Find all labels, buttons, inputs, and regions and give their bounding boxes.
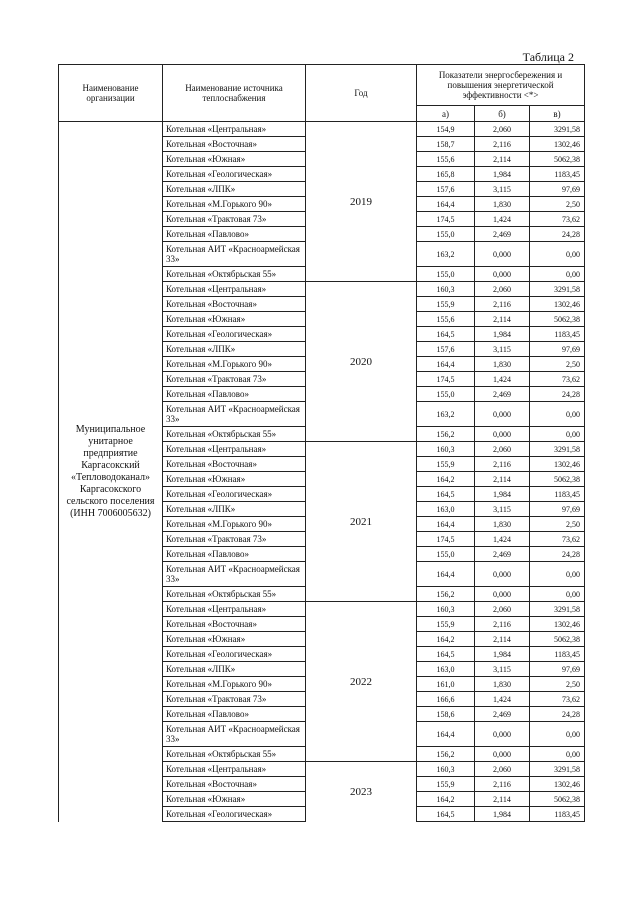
indicator-b-cell: 1,424	[475, 372, 530, 387]
indicator-a-cell: 156,2	[417, 747, 475, 762]
indicator-c-cell: 73,62	[530, 212, 585, 227]
indicator-b-cell: 2,116	[475, 617, 530, 632]
indicator-c-cell: 1302,46	[530, 297, 585, 312]
indicator-a-cell: 155,9	[417, 457, 475, 472]
indicator-a-cell: 164,2	[417, 632, 475, 647]
indicator-b-cell: 2,114	[475, 312, 530, 327]
header-col-b: б)	[475, 106, 530, 122]
heat-source-cell: Котельная АИТ «Красноармейская 33»	[163, 562, 306, 587]
indicator-b-cell: 2,114	[475, 632, 530, 647]
indicator-b-cell: 2,060	[475, 602, 530, 617]
header-year: Год	[306, 65, 417, 122]
indicator-b-cell: 0,000	[475, 427, 530, 442]
indicator-b-cell: 1,830	[475, 357, 530, 372]
heat-source-cell: Котельная «Центральная»	[163, 602, 306, 617]
heat-source-cell: Котельная «Октябрьская 55»	[163, 587, 306, 602]
indicator-c-cell: 24,28	[530, 387, 585, 402]
heat-source-cell: Котельная «Геологическая»	[163, 487, 306, 502]
indicator-c-cell: 24,28	[530, 707, 585, 722]
indicator-a-cell: 164,4	[417, 722, 475, 747]
indicator-c-cell: 73,62	[530, 532, 585, 547]
indicator-b-cell: 3,115	[475, 342, 530, 357]
indicator-b-cell: 2,116	[475, 297, 530, 312]
indicator-a-cell: 155,6	[417, 152, 475, 167]
indicator-b-cell: 3,115	[475, 662, 530, 677]
heat-source-cell: Котельная «Трактовая 73»	[163, 212, 306, 227]
indicator-a-cell: 160,3	[417, 602, 475, 617]
indicator-a-cell: 164,4	[417, 517, 475, 532]
indicator-b-cell: 1,984	[475, 807, 530, 822]
indicator-c-cell: 3291,58	[530, 602, 585, 617]
indicator-c-cell: 97,69	[530, 662, 585, 677]
indicator-a-cell: 174,5	[417, 212, 475, 227]
heat-source-cell: Котельная «Павлово»	[163, 707, 306, 722]
heat-source-cell: Котельная «Трактовая 73»	[163, 692, 306, 707]
heat-source-cell: Котельная «Восточная»	[163, 137, 306, 152]
heat-source-cell: Котельная «Южная»	[163, 312, 306, 327]
indicator-c-cell: 3291,58	[530, 282, 585, 297]
indicator-b-cell: 0,000	[475, 242, 530, 267]
indicator-b-cell: 2,060	[475, 282, 530, 297]
indicator-a-cell: 164,2	[417, 792, 475, 807]
header-heat-source: Наименование источника теплоснабжения	[163, 65, 306, 122]
indicator-c-cell: 1183,45	[530, 647, 585, 662]
indicator-c-cell: 24,28	[530, 547, 585, 562]
indicator-b-cell: 0,000	[475, 402, 530, 427]
heat-source-cell: Котельная «Восточная»	[163, 457, 306, 472]
indicator-a-cell: 155,9	[417, 617, 475, 632]
heat-source-cell: Котельная «Восточная»	[163, 617, 306, 632]
indicator-c-cell: 0,00	[530, 427, 585, 442]
heat-source-cell: Котельная «Южная»	[163, 632, 306, 647]
indicator-c-cell: 5062,38	[530, 312, 585, 327]
indicator-b-cell: 2,469	[475, 387, 530, 402]
heat-source-cell: Котельная «Геологическая»	[163, 807, 306, 822]
energy-efficiency-table	[58, 64, 585, 822]
indicator-a-cell: 154,9	[417, 122, 475, 137]
indicator-b-cell: 1,424	[475, 532, 530, 547]
indicator-a-cell: 160,3	[417, 762, 475, 777]
indicator-b-cell: 1,984	[475, 327, 530, 342]
indicator-b-cell: 1,984	[475, 167, 530, 182]
indicator-c-cell: 97,69	[530, 342, 585, 357]
indicator-c-cell: 2,50	[530, 517, 585, 532]
heat-source-cell: Котельная АИТ «Красноармейская 33»	[163, 722, 306, 747]
header-col-a: а)	[417, 106, 475, 122]
indicator-a-cell: 163,2	[417, 402, 475, 427]
indicator-c-cell: 5062,38	[530, 792, 585, 807]
indicator-a-cell: 155,0	[417, 387, 475, 402]
indicator-a-cell: 160,3	[417, 442, 475, 457]
indicator-b-cell: 1,984	[475, 487, 530, 502]
indicator-c-cell: 97,69	[530, 182, 585, 197]
indicator-b-cell: 1,830	[475, 677, 530, 692]
heat-source-cell: Котельная «ЛПК»	[163, 502, 306, 517]
indicator-a-cell: 164,5	[417, 807, 475, 822]
indicator-c-cell: 0,00	[530, 402, 585, 427]
indicator-a-cell: 164,5	[417, 327, 475, 342]
indicator-b-cell: 3,115	[475, 502, 530, 517]
heat-source-cell: Котельная «ЛПК»	[163, 182, 306, 197]
indicator-b-cell: 2,060	[475, 442, 530, 457]
indicator-b-cell: 2,114	[475, 792, 530, 807]
indicator-a-cell: 155,6	[417, 312, 475, 327]
heat-source-cell: Котельная «Октябрьская 55»	[163, 267, 306, 282]
year-cell: 2023	[306, 762, 417, 822]
heat-source-cell: Котельная «Геологическая»	[163, 327, 306, 342]
indicator-b-cell: 2,114	[475, 472, 530, 487]
heat-source-cell: Котельная «Трактовая 73»	[163, 372, 306, 387]
indicator-a-cell: 156,2	[417, 427, 475, 442]
heat-source-cell: Котельная «Трактовая 73»	[163, 532, 306, 547]
indicator-b-cell: 1,830	[475, 197, 530, 212]
indicator-a-cell: 157,6	[417, 342, 475, 357]
heat-source-cell: Котельная «М.Горького 90»	[163, 517, 306, 532]
indicator-a-cell: 166,6	[417, 692, 475, 707]
indicator-a-cell: 158,7	[417, 137, 475, 152]
indicator-b-cell: 2,060	[475, 122, 530, 137]
indicator-c-cell: 24,28	[530, 227, 585, 242]
heat-source-cell: Котельная «Октябрьская 55»	[163, 427, 306, 442]
heat-source-cell: Котельная АИТ «Красноармейская 33»	[163, 402, 306, 427]
indicator-a-cell: 155,0	[417, 227, 475, 242]
indicator-b-cell: 0,000	[475, 562, 530, 587]
indicator-a-cell: 164,4	[417, 562, 475, 587]
year-cell: 2021	[306, 442, 417, 602]
indicator-c-cell: 0,00	[530, 267, 585, 282]
indicator-c-cell: 1183,45	[530, 487, 585, 502]
indicator-c-cell: 1183,45	[530, 167, 585, 182]
indicator-a-cell: 164,5	[417, 487, 475, 502]
indicator-a-cell: 164,4	[417, 197, 475, 212]
indicator-a-cell: 165,8	[417, 167, 475, 182]
heat-source-cell: Котельная «М.Горького 90»	[163, 357, 306, 372]
heat-source-cell: Котельная «Геологическая»	[163, 167, 306, 182]
header-organization: Наименование организации	[59, 65, 163, 122]
indicator-c-cell: 0,00	[530, 587, 585, 602]
year-cell: 2019	[306, 122, 417, 282]
indicator-b-cell: 2,060	[475, 762, 530, 777]
heat-source-cell: Котельная «Южная»	[163, 792, 306, 807]
indicator-c-cell: 1302,46	[530, 617, 585, 632]
indicator-c-cell: 1302,46	[530, 137, 585, 152]
indicator-a-cell: 163,2	[417, 242, 475, 267]
heat-source-cell: Котельная «Павлово»	[163, 547, 306, 562]
indicator-b-cell: 0,000	[475, 267, 530, 282]
table-row	[59, 122, 585, 137]
heat-source-cell: Котельная «Центральная»	[163, 282, 306, 297]
indicator-b-cell: 2,116	[475, 777, 530, 792]
indicator-c-cell: 0,00	[530, 562, 585, 587]
indicator-a-cell: 155,9	[417, 777, 475, 792]
year-cell: 2020	[306, 282, 417, 442]
indicator-b-cell: 0,000	[475, 722, 530, 747]
indicator-b-cell: 1,984	[475, 647, 530, 662]
indicator-a-cell: 163,0	[417, 502, 475, 517]
indicator-c-cell: 73,62	[530, 372, 585, 387]
heat-source-cell: Котельная «ЛПК»	[163, 342, 306, 357]
indicator-a-cell: 155,0	[417, 547, 475, 562]
indicator-c-cell: 5062,38	[530, 152, 585, 167]
indicator-b-cell: 0,000	[475, 747, 530, 762]
indicator-a-cell: 155,0	[417, 267, 475, 282]
heat-source-cell: Котельная «Центральная»	[163, 762, 306, 777]
indicator-b-cell: 1,424	[475, 692, 530, 707]
indicator-c-cell: 1302,46	[530, 777, 585, 792]
indicator-a-cell: 164,4	[417, 357, 475, 372]
heat-source-cell: Котельная «Октябрьская 55»	[163, 747, 306, 762]
indicator-a-cell: 156,2	[417, 587, 475, 602]
indicator-a-cell: 160,3	[417, 282, 475, 297]
indicator-b-cell: 1,424	[475, 212, 530, 227]
heat-source-cell: Котельная АИТ «Красноармейская 33»	[163, 242, 306, 267]
table-caption: Таблица 2	[522, 50, 574, 64]
indicator-b-cell: 0,000	[475, 587, 530, 602]
indicator-a-cell: 164,5	[417, 647, 475, 662]
indicator-b-cell: 2,114	[475, 152, 530, 167]
heat-source-cell: Котельная «ЛПК»	[163, 662, 306, 677]
indicator-b-cell: 2,469	[475, 547, 530, 562]
indicator-c-cell: 1302,46	[530, 457, 585, 472]
indicator-a-cell: 164,2	[417, 472, 475, 487]
indicator-a-cell: 161,0	[417, 677, 475, 692]
heat-source-cell: Котельная «Центральная»	[163, 442, 306, 457]
heat-source-cell: Котельная «Восточная»	[163, 297, 306, 312]
indicator-a-cell: 157,6	[417, 182, 475, 197]
indicator-b-cell: 2,469	[475, 227, 530, 242]
indicator-b-cell: 1,830	[475, 517, 530, 532]
indicator-c-cell: 3291,58	[530, 762, 585, 777]
indicator-c-cell: 0,00	[530, 747, 585, 762]
header-col-c: в)	[530, 106, 585, 122]
heat-source-cell: Котельная «Южная»	[163, 472, 306, 487]
indicator-c-cell: 3291,58	[530, 442, 585, 457]
indicator-b-cell: 3,115	[475, 182, 530, 197]
heat-source-cell: Котельная «Павлово»	[163, 387, 306, 402]
heat-source-cell: Котельная «Восточная»	[163, 777, 306, 792]
indicator-c-cell: 5062,38	[530, 632, 585, 647]
heat-source-cell: Котельная «Центральная»	[163, 122, 306, 137]
indicator-c-cell: 2,50	[530, 677, 585, 692]
organization-cell: Муниципальное унитарное предприятие Каргасокский «Тепловодоканал» Каргасокского сельского поселения (ИНН 7006005632)	[59, 122, 163, 822]
indicator-a-cell: 158,6	[417, 707, 475, 722]
indicator-c-cell: 73,62	[530, 692, 585, 707]
indicator-a-cell: 155,9	[417, 297, 475, 312]
indicator-c-cell: 3291,58	[530, 122, 585, 137]
header-indicators: Показатели энергосбережения и повышения энергетической эффективности <*>	[417, 65, 585, 106]
indicator-a-cell: 174,5	[417, 532, 475, 547]
heat-source-cell: Котельная «М.Горького 90»	[163, 197, 306, 212]
indicator-c-cell: 1183,45	[530, 807, 585, 822]
heat-source-cell: Котельная «Павлово»	[163, 227, 306, 242]
indicator-c-cell: 0,00	[530, 242, 585, 267]
indicator-c-cell: 5062,38	[530, 472, 585, 487]
indicator-c-cell: 0,00	[530, 722, 585, 747]
heat-source-cell: Котельная «Южная»	[163, 152, 306, 167]
indicator-c-cell: 97,69	[530, 502, 585, 517]
year-cell: 2022	[306, 602, 417, 762]
indicator-b-cell: 2,116	[475, 457, 530, 472]
indicator-c-cell: 2,50	[530, 357, 585, 372]
indicator-a-cell: 163,0	[417, 662, 475, 677]
heat-source-cell: Котельная «М.Горького 90»	[163, 677, 306, 692]
indicator-b-cell: 2,469	[475, 707, 530, 722]
heat-source-cell: Котельная «Геологическая»	[163, 647, 306, 662]
indicator-a-cell: 174,5	[417, 372, 475, 387]
indicator-c-cell: 1183,45	[530, 327, 585, 342]
indicator-c-cell: 2,50	[530, 197, 585, 212]
indicator-b-cell: 2,116	[475, 137, 530, 152]
